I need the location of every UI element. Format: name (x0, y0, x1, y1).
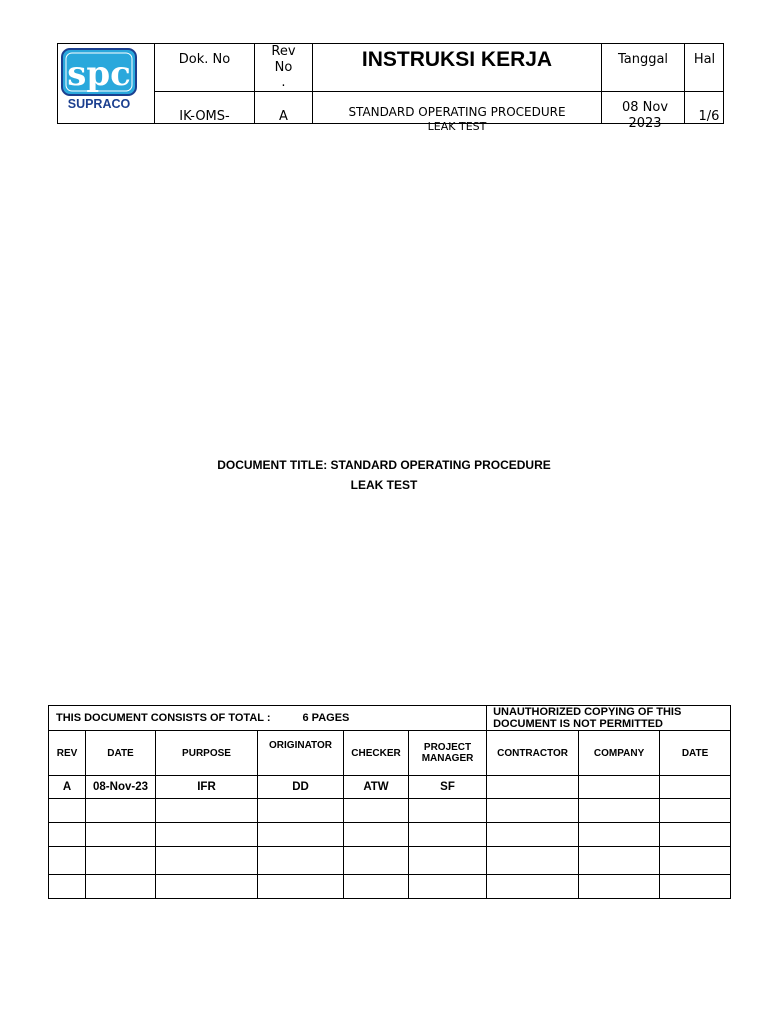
table-cell (258, 847, 344, 875)
logo-mark-text: spc (67, 54, 131, 94)
total-pages-value: 6 PAGES (302, 712, 350, 724)
copy-notice: UNAUTHORIZED COPYING OF THIS DOCUMENT IS NOT PERMITTED (487, 706, 731, 731)
rev-value: A (279, 109, 288, 124)
column-header: REV (49, 731, 86, 776)
table-cell (156, 847, 258, 875)
revision-table (48, 705, 731, 899)
rev-label-line: . (281, 75, 286, 90)
table-row (49, 847, 731, 875)
table-cell (344, 875, 409, 899)
table-row (49, 799, 731, 823)
table-cell (487, 799, 579, 823)
table-row (49, 776, 731, 799)
table-cell (409, 799, 487, 823)
document-type-title: INSTRUKSI KERJA (361, 48, 553, 71)
table-cell (409, 823, 487, 847)
total-pages-cell (49, 706, 487, 731)
doc-no-value: IK-OMS- (179, 109, 230, 124)
table-cell (344, 847, 409, 875)
subtitle-line: LEAK TEST (427, 120, 487, 133)
revision-table-header-row (49, 731, 731, 776)
date-value-line: 2023 (628, 116, 662, 131)
spc-logo-svg (60, 48, 138, 112)
table-cell (409, 847, 487, 875)
table-cell (487, 875, 579, 899)
table-cell (156, 823, 258, 847)
table-cell: 08-Nov-23 (86, 776, 156, 799)
table-cell (86, 799, 156, 823)
header-border (57, 43, 58, 124)
document-title-line2: LEAK TEST (350, 478, 418, 492)
table-cell (49, 847, 86, 875)
table-cell (579, 823, 660, 847)
table-cell (49, 823, 86, 847)
table-cell (660, 776, 731, 799)
table-cell (49, 875, 86, 899)
table-cell: SF (409, 776, 487, 799)
table-cell: DD (258, 776, 344, 799)
table-cell (660, 799, 731, 823)
table-cell: A (49, 776, 86, 799)
column-header: COMPANY (579, 731, 660, 776)
logo-brand-text: SUPRACO (67, 97, 131, 111)
table-cell (579, 847, 660, 875)
table-cell (156, 875, 258, 899)
subtitle-line: STANDARD OPERATING PROCEDURE (348, 105, 566, 119)
table-cell: IFR (156, 776, 258, 799)
date-value (602, 101, 688, 131)
table-cell (579, 799, 660, 823)
column-header: PURPOSE (156, 731, 258, 776)
table-cell: ATW (344, 776, 409, 799)
date-label: Tanggal (617, 52, 669, 67)
rev-label-line: Rev (271, 44, 296, 59)
table-cell (86, 847, 156, 875)
table-cell (258, 799, 344, 823)
column-header: ORIGINATOR (258, 731, 344, 776)
column-header: CHECKER (344, 731, 409, 776)
revision-table-summary-row (49, 706, 731, 731)
page-value: 1/6 (698, 109, 720, 124)
column-header: DATE (86, 731, 156, 776)
spc-logo-icon (60, 48, 138, 112)
table-cell (660, 875, 731, 899)
rev-label-line: No (274, 60, 293, 75)
table-cell (258, 875, 344, 899)
page-label: Hal (693, 52, 716, 67)
table-cell (487, 776, 579, 799)
column-header: CONTRACTOR (487, 731, 579, 776)
table-cell (344, 823, 409, 847)
date-value-line: 08 Nov (621, 100, 669, 115)
table-cell (86, 823, 156, 847)
table-cell (86, 875, 156, 899)
column-header: DATE (660, 731, 731, 776)
table-cell (487, 823, 579, 847)
table-cell (579, 776, 660, 799)
table-cell (660, 823, 731, 847)
doc-no-label: Dok. No (178, 52, 231, 67)
document-title-line1: DOCUMENT TITLE: STANDARD OPERATING PROCEDURE (217, 458, 551, 472)
table-cell (579, 875, 660, 899)
table-cell (660, 847, 731, 875)
total-pages-label: THIS DOCUMENT CONSISTS OF TOTAL : (56, 712, 271, 724)
table-cell (156, 799, 258, 823)
header-border (57, 43, 724, 44)
header-divider (154, 91, 724, 92)
column-header: PROJECT MANAGER (409, 731, 487, 776)
table-cell (409, 875, 487, 899)
table-cell (49, 799, 86, 823)
table-cell (258, 823, 344, 847)
table-cell (344, 799, 409, 823)
table-cell (487, 847, 579, 875)
table-row (49, 875, 731, 899)
rev-no-label (255, 45, 312, 90)
table-row (49, 823, 731, 847)
